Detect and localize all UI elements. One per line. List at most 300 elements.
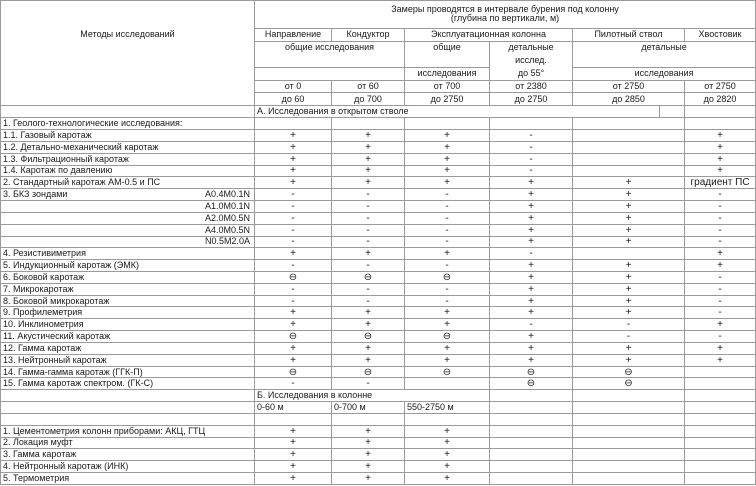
blank-cell	[332, 413, 405, 425]
to-value: до 2850	[573, 93, 685, 106]
methods-header-top	[1, 1, 255, 29]
section-a-title: А. Исследования в открытом стволе	[255, 106, 660, 118]
table-row	[1, 342, 756, 354]
cell-production-detailed: +	[490, 283, 573, 295]
blank-cell	[255, 67, 405, 80]
cell-conductor: +	[332, 354, 405, 366]
cell-conductor: +	[332, 461, 405, 473]
cell-tail: -	[685, 271, 756, 283]
cell-conductor: +	[332, 425, 405, 437]
cell-direction: +	[255, 461, 332, 473]
blank-cell	[490, 118, 573, 130]
blank-cell	[490, 449, 573, 461]
cell-direction: +	[255, 437, 332, 449]
cell-conductor: -	[332, 260, 405, 272]
cell-production-detailed: -	[490, 319, 573, 331]
table-row	[1, 319, 756, 331]
method-name: 1. Цементометрия колонн приборами: АКЦ, ГТЦ	[1, 425, 255, 437]
to-value: до 2820	[685, 93, 756, 106]
cell-pilot: +	[573, 354, 685, 366]
method-name-cell	[1, 307, 255, 319]
cell-production-general: ⊖	[405, 366, 490, 378]
cell-conductor: +	[332, 307, 405, 319]
probe-label: A1.0M0.1N	[204, 200, 250, 211]
table-row	[1, 201, 756, 213]
cell-tail: -	[685, 307, 756, 319]
blank-cell	[685, 390, 756, 402]
cell-conductor: +	[332, 165, 405, 177]
cell-direction: +	[255, 141, 332, 153]
cell-production-detailed: +	[490, 224, 573, 236]
cell-direction: ⊖	[255, 331, 332, 343]
cell-production-general: +	[405, 130, 490, 142]
cell-conductor: +	[332, 177, 405, 189]
cell-direction: -	[255, 224, 332, 236]
probe-label: N0.5M2.0A	[204, 236, 250, 247]
method-name-cell	[1, 342, 255, 354]
cell-direction: +	[255, 473, 332, 485]
cell-conductor: +	[332, 449, 405, 461]
method-name-cell	[1, 283, 255, 295]
cell-production-detailed: +	[490, 236, 573, 248]
cell-production-detailed: -	[490, 248, 573, 260]
method-name: 5. Термометрия	[1, 473, 255, 485]
from-value: от 2750	[685, 80, 756, 93]
range-direction: 0-60 м	[255, 402, 332, 414]
cell-direction: -	[255, 260, 332, 272]
blank-cell	[490, 402, 573, 414]
cell-tail: +	[685, 141, 756, 153]
table-row	[1, 295, 756, 307]
col-tail: Хвостовик	[685, 28, 756, 41]
probe-label: A4.0M0.5N	[204, 224, 250, 235]
method-name: 4. Нейтронный каротаж (ИНК)	[1, 461, 255, 473]
cell-conductor: -	[332, 189, 405, 201]
table-row	[1, 189, 756, 201]
cell-conductor: +	[332, 342, 405, 354]
cell-tail: -	[685, 295, 756, 307]
to-value: до 2750	[490, 93, 573, 106]
method-name-cell	[1, 271, 255, 283]
cell-production-general: +	[405, 354, 490, 366]
method-name-cell	[1, 177, 255, 189]
blank-cell	[573, 54, 756, 67]
general-header: общие	[405, 41, 490, 54]
cell-conductor: +	[332, 153, 405, 165]
cell-production-detailed: -	[490, 130, 573, 142]
table-row	[1, 461, 756, 473]
cell-production-detailed: -	[490, 165, 573, 177]
cell-production-general: +	[405, 342, 490, 354]
cell-pilot: +	[573, 236, 685, 248]
method-name: 15. Гамма каротаж спектром. (ГК-С)	[3, 378, 154, 389]
table-row	[1, 248, 756, 260]
blank-cell	[1, 413, 255, 425]
method-name: 13. Нейтронный каротаж	[3, 354, 107, 365]
blank-cell	[405, 54, 490, 67]
method-name-cell	[1, 236, 255, 248]
cell-production-detailed: ⊖	[490, 366, 573, 378]
blank-cell	[685, 461, 756, 473]
cell-pilot	[573, 130, 685, 142]
table-row	[1, 224, 756, 236]
method-name: 12. Гамма каротаж	[3, 342, 82, 353]
cell-direction: +	[255, 449, 332, 461]
blank-cell	[490, 437, 573, 449]
col-production: Эксплуатационная колонна	[405, 28, 573, 41]
cell-conductor: +	[332, 473, 405, 485]
cell-tail: -	[685, 224, 756, 236]
blank-cell	[255, 413, 332, 425]
blank-cell	[490, 425, 573, 437]
cell-direction: +	[255, 342, 332, 354]
detailed-research-header: детальные	[490, 41, 573, 54]
blank-cell	[685, 449, 756, 461]
cell-tail: -	[685, 189, 756, 201]
method-name: 3. Гамма каротаж	[1, 449, 255, 461]
cell-production-general: +	[405, 248, 490, 260]
detailed-header: детальные	[573, 41, 756, 54]
methods-header-blank	[1, 54, 255, 67]
cell-production-general: ⊖	[405, 271, 490, 283]
research-word-2: исследования	[573, 67, 756, 80]
to-value: до 2750	[405, 93, 490, 106]
col-conductor: Кондуктор	[332, 28, 405, 41]
blank-cell	[685, 118, 756, 130]
col-pilot: Пилотный ствол	[573, 28, 685, 41]
general-research-header: общие исследования	[255, 41, 405, 54]
method-name: 1.4. Каротаж по давлению	[3, 165, 113, 176]
cell-pilot: +	[573, 212, 685, 224]
blank-cell	[573, 402, 685, 414]
blank-cell	[660, 106, 685, 118]
methods-header-cont	[1, 41, 255, 54]
cell-production: +	[405, 437, 490, 449]
cell-pilot: +	[573, 177, 685, 189]
methods-header-blank	[1, 93, 255, 106]
from-value: от 2750	[573, 80, 685, 93]
cell-direction: ⊖	[255, 366, 332, 378]
detailed-research-header-c: до 55°	[490, 67, 573, 80]
method-name: 6. Боковой каротаж	[3, 271, 85, 282]
table-row	[1, 177, 756, 189]
cell-tail: -	[685, 283, 756, 295]
cell-production: +	[405, 473, 490, 485]
cell-production-general: +	[405, 153, 490, 165]
cell-tail: +	[685, 354, 756, 366]
method-name-cell	[1, 212, 255, 224]
cell-tail: +	[685, 248, 756, 260]
research-word-1: исследования	[405, 67, 490, 80]
cell-conductor: ⊖	[332, 366, 405, 378]
cell-conductor: ⊖	[332, 271, 405, 283]
cell-production-detailed: +	[490, 260, 573, 272]
table-row	[1, 354, 756, 366]
col-direction: Направление	[255, 28, 332, 41]
cell-production-detailed: ⊖	[490, 378, 573, 390]
methods-header-blank	[1, 80, 255, 93]
blank-cell	[332, 118, 405, 130]
cell-direction: -	[255, 236, 332, 248]
cell-pilot: +	[573, 189, 685, 201]
method-name-cell	[1, 153, 255, 165]
method-name-cell	[1, 354, 255, 366]
cell-direction: -	[255, 378, 332, 390]
cell-direction: -	[255, 283, 332, 295]
cell-pilot: ⊖	[573, 366, 685, 378]
interval-title: Замеры проводятся в интервале бурения под колонну	[391, 4, 619, 15]
cell-production: +	[405, 449, 490, 461]
cell-pilot: ⊖	[573, 378, 685, 390]
cell-tail: -	[685, 236, 756, 248]
method-name: 11. Акустический каротаж	[3, 331, 111, 342]
cell-conductor: +	[332, 437, 405, 449]
section-b-title-row	[1, 390, 756, 402]
method-name: 8. Боковой микрокаротаж	[3, 295, 110, 306]
blank-cell	[685, 106, 756, 118]
cell-direction: +	[255, 307, 332, 319]
cell-production-detailed: +	[490, 177, 573, 189]
method-name-cell	[1, 319, 255, 331]
blank-cell	[490, 461, 573, 473]
table-row	[1, 236, 756, 248]
method-name: 1.3. Фильтрационный каротаж	[3, 153, 129, 164]
cell-production-general: -	[405, 201, 490, 213]
cell-production: +	[405, 461, 490, 473]
cell-production-detailed: +	[490, 212, 573, 224]
methods-header: Методы исследований	[1, 28, 255, 41]
method-name-cell	[1, 141, 255, 153]
cell-production-general: +	[405, 141, 490, 153]
spacer-row	[1, 413, 756, 425]
cell-pilot: +	[573, 224, 685, 236]
interval-header	[255, 1, 756, 29]
cell-pilot	[573, 153, 685, 165]
from-value: от 700	[405, 80, 490, 93]
cell-tail: +	[685, 260, 756, 272]
from-value: от 60	[332, 80, 405, 93]
cell-production-detailed: +	[490, 201, 573, 213]
table-row	[1, 283, 756, 295]
blank-cell	[573, 425, 685, 437]
cell-conductor: +	[332, 141, 405, 153]
section-a-group-title: 1. Геолого-технологические исследования:	[1, 118, 255, 130]
cell-production-general: +	[405, 165, 490, 177]
cell-tail: +	[685, 130, 756, 142]
blank-cell	[490, 413, 573, 425]
cell-conductor: -	[332, 212, 405, 224]
method-name-cell	[1, 165, 255, 177]
method-name: 1.1. Газовый каротаж	[3, 129, 92, 140]
cell-production-general: -	[405, 236, 490, 248]
method-name-cell	[1, 201, 255, 213]
cell-production-general: +	[405, 319, 490, 331]
blank-cell	[573, 118, 685, 130]
cell-production: +	[405, 425, 490, 437]
section-b-range-row	[1, 402, 756, 414]
cell-production-general: -	[405, 189, 490, 201]
cell-production-general: -	[405, 260, 490, 272]
cell-conductor: -	[332, 295, 405, 307]
cell-production-detailed: -	[490, 141, 573, 153]
cell-tail: +	[685, 153, 756, 165]
probe-label: A2.0M0.5N	[204, 212, 250, 223]
cell-tail: +	[685, 319, 756, 331]
to-value: до 700	[332, 93, 405, 106]
cell-pilot: +	[573, 295, 685, 307]
detailed-research-header-b: исслед.	[490, 54, 573, 67]
cell-pilot	[573, 165, 685, 177]
blank-cell	[1, 106, 255, 118]
blank-cell	[255, 54, 405, 67]
cell-production-detailed: +	[490, 354, 573, 366]
table-row	[1, 153, 756, 165]
cell-tail: градиент ПС	[685, 177, 756, 189]
cell-pilot: +	[573, 260, 685, 272]
method-name-cell	[1, 295, 255, 307]
cell-pilot: +	[573, 307, 685, 319]
cell-conductor: -	[332, 236, 405, 248]
method-name: 3. БКЗ зондами	[3, 189, 68, 200]
table-row	[1, 473, 756, 485]
cell-production-detailed: +	[490, 342, 573, 354]
cell-production-detailed: +	[490, 331, 573, 343]
cell-direction: +	[255, 153, 332, 165]
method-name: 2. Локация муфт	[1, 437, 255, 449]
cell-conductor: +	[332, 319, 405, 331]
cell-direction: -	[255, 212, 332, 224]
table-row	[1, 437, 756, 449]
table-row	[1, 425, 756, 437]
cell-direction: +	[255, 319, 332, 331]
cell-pilot	[573, 141, 685, 153]
cell-production-general: +	[405, 177, 490, 189]
table-row	[1, 141, 756, 153]
cell-direction: +	[255, 354, 332, 366]
table-row	[1, 271, 756, 283]
blank-cell	[685, 437, 756, 449]
cell-direction: +	[255, 248, 332, 260]
cell-production-general: ⊖	[405, 331, 490, 343]
interval-subtitle: (глубина по вертикали, м)	[450, 13, 560, 24]
blank-cell	[573, 449, 685, 461]
method-name: 5. Индукционный каротаж (ЭМК)	[3, 260, 139, 271]
blank-cell	[405, 118, 490, 130]
cell-conductor: +	[332, 248, 405, 260]
cell-production-detailed: +	[490, 189, 573, 201]
cell-production-detailed: +	[490, 307, 573, 319]
cell-production-general: -	[405, 295, 490, 307]
method-name-cell	[1, 248, 255, 260]
from-value: от 2380	[490, 80, 573, 93]
blank-cell	[685, 402, 756, 414]
cell-tail: -	[685, 331, 756, 343]
cell-tail	[685, 366, 756, 378]
cell-direction: +	[255, 165, 332, 177]
blank-cell	[685, 413, 756, 425]
cell-conductor: -	[332, 283, 405, 295]
cell-pilot: +	[573, 283, 685, 295]
blank-cell	[685, 473, 756, 485]
table-row	[1, 307, 756, 319]
method-name-cell	[1, 189, 255, 201]
cell-production-general: -	[405, 283, 490, 295]
section-b-title: Б. Исследования в колонне	[255, 390, 490, 402]
cell-direction: -	[255, 201, 332, 213]
method-name: 10. Инклинометрия	[3, 319, 84, 330]
blank-cell	[573, 413, 685, 425]
blank-cell	[405, 413, 490, 425]
table-row	[1, 331, 756, 343]
cell-production-detailed: -	[490, 153, 573, 165]
method-name-cell	[1, 224, 255, 236]
cell-conductor: -	[332, 378, 405, 390]
table-row	[1, 366, 756, 378]
from-value: от 0	[255, 80, 332, 93]
cell-conductor: -	[332, 201, 405, 213]
cell-direction: -	[255, 189, 332, 201]
cell-production-general: +	[405, 307, 490, 319]
cell-direction: +	[255, 425, 332, 437]
cell-tail: +	[685, 342, 756, 354]
blank-cell	[255, 118, 332, 130]
method-name: 14. Гамма-гамма каротаж (ГГК-П)	[3, 366, 143, 377]
table-row	[1, 130, 756, 142]
cell-direction: ⊖	[255, 271, 332, 283]
method-name-cell	[1, 260, 255, 272]
probe-label: A0.4M0.1N	[204, 189, 250, 200]
method-name-cell	[1, 130, 255, 142]
method-name: 7. Микрокаротаж	[3, 283, 74, 294]
cell-production-detailed: +	[490, 295, 573, 307]
cell-pilot	[573, 248, 685, 260]
blank-cell	[573, 473, 685, 485]
cell-tail: -	[685, 212, 756, 224]
method-name-cell	[1, 378, 255, 390]
cell-tail	[685, 378, 756, 390]
cell-pilot: +	[573, 342, 685, 354]
cell-direction: +	[255, 177, 332, 189]
blank-cell	[1, 402, 255, 414]
cell-pilot: -	[573, 331, 685, 343]
range-production: 550-2750 м	[405, 402, 490, 414]
to-value: до 60	[255, 93, 332, 106]
cell-conductor: +	[332, 130, 405, 142]
cell-pilot: -	[573, 319, 685, 331]
table-row	[1, 449, 756, 461]
blank-cell	[573, 461, 685, 473]
cell-direction: +	[255, 130, 332, 142]
method-name: 9. Профилеметрия	[3, 307, 83, 318]
table-row	[1, 212, 756, 224]
cell-direction: -	[255, 295, 332, 307]
cell-tail: -	[685, 201, 756, 213]
method-name: 2. Стандартный каротаж АМ-0.5 и ПС	[3, 177, 161, 188]
table-row	[1, 165, 756, 177]
blank-cell	[573, 437, 685, 449]
cell-production-general: -	[405, 224, 490, 236]
cell-tail: +	[685, 165, 756, 177]
cell-production-general	[405, 378, 490, 390]
methods-header-blank	[1, 67, 255, 80]
method-name-cell	[1, 366, 255, 378]
blank-cell	[490, 473, 573, 485]
blank-cell	[1, 390, 255, 402]
method-name: 4. Резистивиметрия	[3, 248, 86, 259]
cell-conductor: -	[332, 224, 405, 236]
method-name: 1.2. Детально-механический каротаж	[3, 141, 159, 152]
blank-cell	[573, 390, 685, 402]
